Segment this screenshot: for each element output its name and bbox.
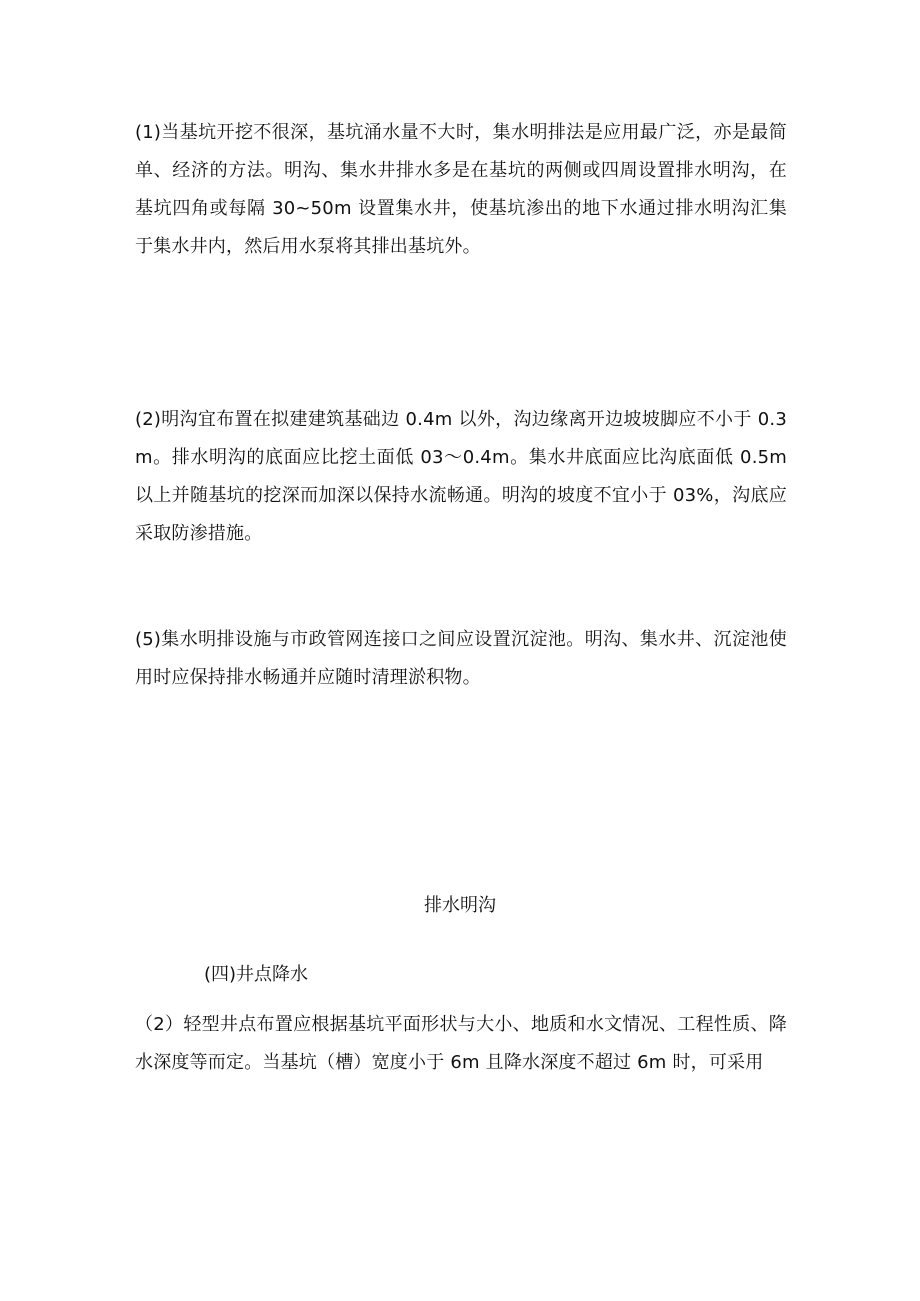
- paragraph-2: (2)明沟宜布置在拟建建筑基础边 0.4m 以外，沟边缘离开边坡坡脚应不小于 0.3m。排水明沟的底面应比挖土面低 03～0.4m。集水井底面应比沟底面低 0.5m 以上并随基坑的挖深而加深以保持水流畅通。明沟的坡度不宜小于 03%，沟底应采取防渗措施。: [135, 409, 787, 544]
- paragraph-3: (5)集水明排设施与市政管网连接口之间应设置沉淀池。明沟、集水井、沉淀池使用时应保持排水畅通并应随时清理淤积物。: [135, 629, 787, 688]
- section-heading: (四)井点降水: [204, 964, 309, 985]
- paragraph-4: （2）轻型井点布置应根据基坑平面形状与大小、地质和水文情况、工程性质、降水深度等而定。当基坑（槽）宽度小于 6m 且降水深度不超过 6m 时，可采用: [135, 1014, 787, 1073]
- paragraph-1: (1)当基坑开挖不很深，基坑涌水量不大时，集水明排法是应用最广泛，亦是最简单、经济的方法。明沟、集水井排水多是在基坑的两侧或四周设置排水明沟，在基坑四角或每隔 30~50m 设置集水井，使基坑渗出的地下水通过排水明沟汇集于集水井内，然后用水泵将其排出基坑外。: [135, 122, 787, 257]
- figure-caption: 排水明沟: [424, 895, 496, 916]
